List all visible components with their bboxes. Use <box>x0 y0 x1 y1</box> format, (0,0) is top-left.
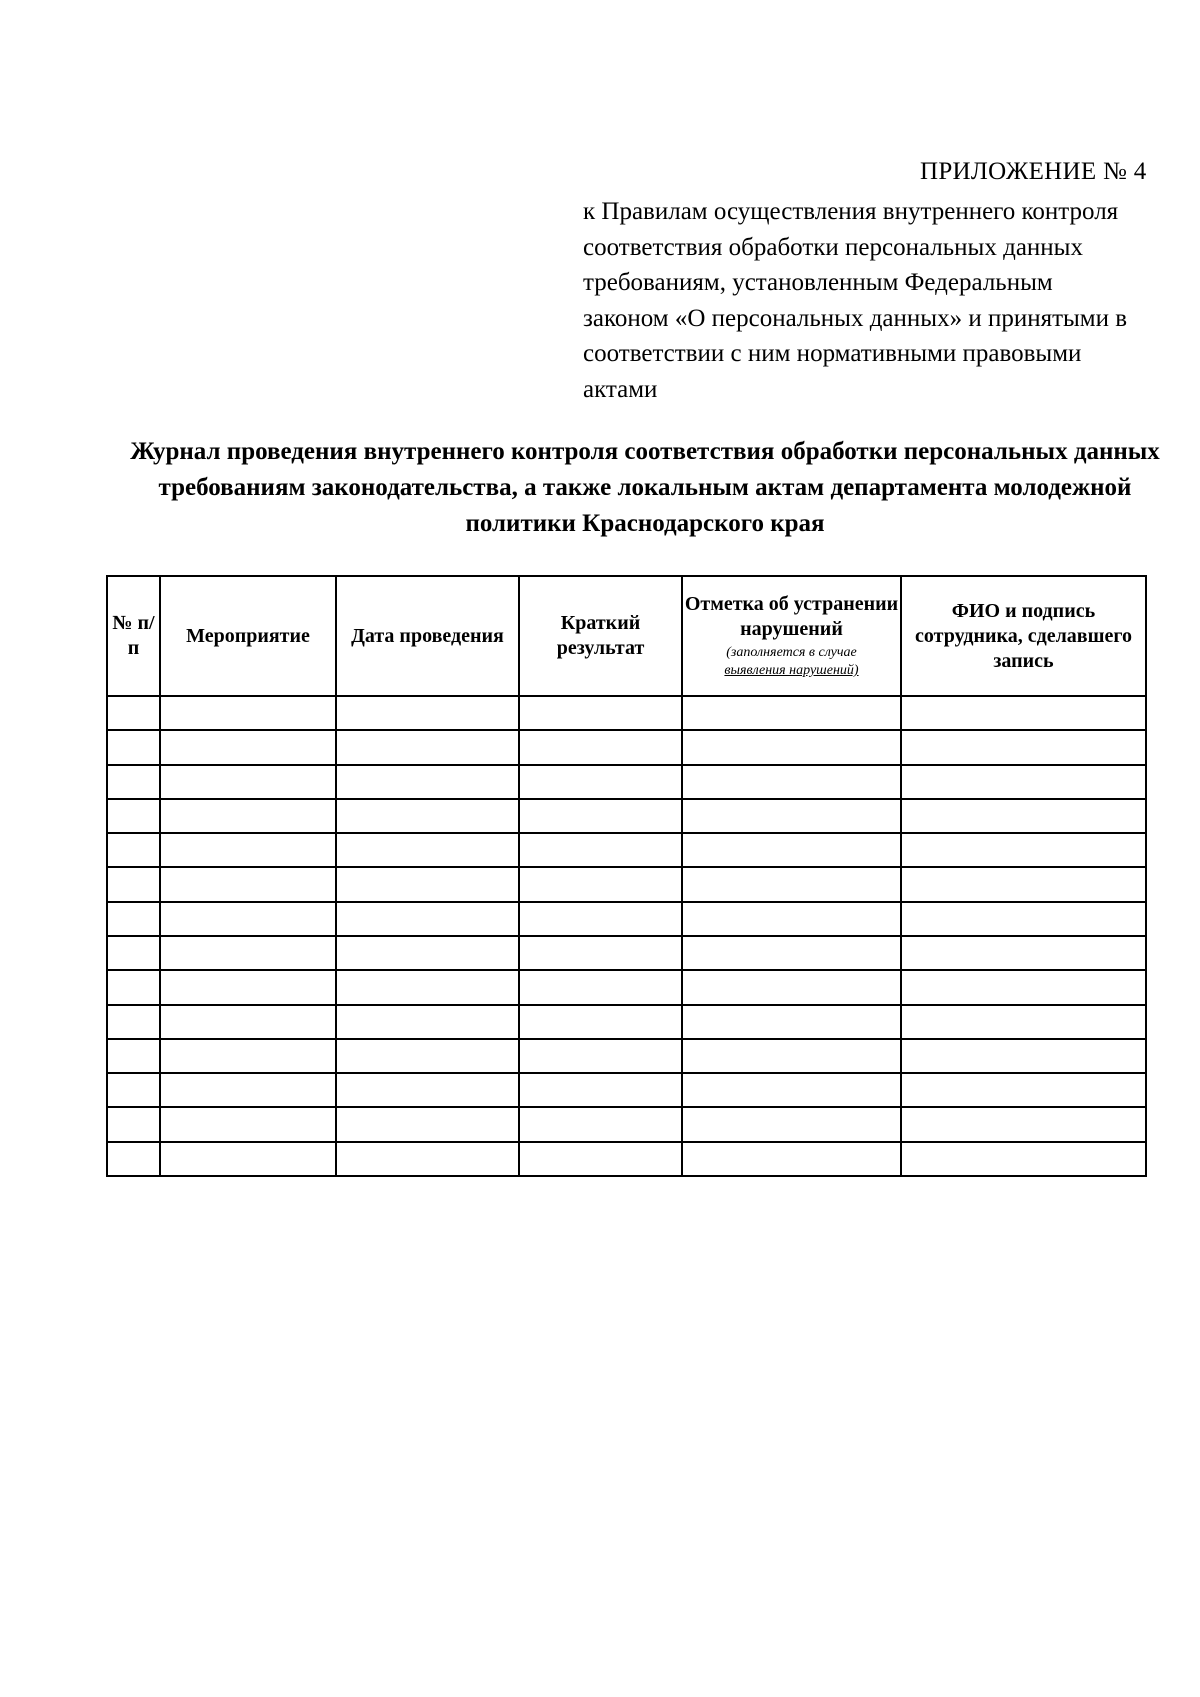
cell-date[interactable] <box>336 765 519 799</box>
header-result: Краткий результат <box>519 576 682 696</box>
cell-result[interactable] <box>519 1039 682 1073</box>
cell-signature[interactable] <box>901 1142 1146 1176</box>
cell-mark[interactable] <box>682 799 901 833</box>
cell-mark[interactable] <box>682 1073 901 1107</box>
cell-mark[interactable] <box>682 1005 901 1039</box>
table-row <box>107 1142 1146 1176</box>
header-event: Мероприятие <box>160 576 336 696</box>
cell-event[interactable] <box>160 1039 336 1073</box>
cell-result[interactable] <box>519 970 682 1004</box>
cell-result[interactable] <box>519 696 682 730</box>
cell-signature[interactable] <box>901 730 1146 764</box>
cell-mark[interactable] <box>682 1107 901 1141</box>
cell-date[interactable] <box>336 902 519 936</box>
table-row <box>107 970 1146 1004</box>
cell-num[interactable] <box>107 1142 160 1176</box>
cell-result[interactable] <box>519 1005 682 1039</box>
table-row <box>107 936 1146 970</box>
cell-signature[interactable] <box>901 936 1146 970</box>
cell-date[interactable] <box>336 1073 519 1107</box>
cell-signature[interactable] <box>901 867 1146 901</box>
cell-signature[interactable] <box>901 1073 1146 1107</box>
appendix-title: ПРИЛОЖЕНИЕ № 4 <box>920 158 1147 185</box>
appendix-subtitle: к Правилам осуществления внутреннего контроля соответствия обработки персональных данных требованиям, установленным Федеральным законом «О персональных данных» и принятыми в соответствии с ним нормативными правовыми актами <box>583 198 1128 403</box>
header-mark-note-line2: выявления нарушений) <box>724 663 859 678</box>
cell-result[interactable] <box>519 867 682 901</box>
table-row <box>107 833 1146 867</box>
cell-result[interactable] <box>519 730 682 764</box>
cell-num[interactable] <box>107 867 160 901</box>
table-row <box>107 799 1146 833</box>
cell-signature[interactable] <box>901 765 1146 799</box>
cell-num[interactable] <box>107 1073 160 1107</box>
header-mark-note <box>683 644 900 680</box>
cell-num[interactable] <box>107 696 160 730</box>
cell-mark[interactable] <box>682 936 901 970</box>
journal-table <box>106 575 1147 1177</box>
table-row <box>107 902 1146 936</box>
cell-result[interactable] <box>519 799 682 833</box>
cell-signature[interactable] <box>901 902 1146 936</box>
cell-mark[interactable] <box>682 1142 901 1176</box>
table-row <box>107 1005 1146 1039</box>
cell-mark[interactable] <box>682 970 901 1004</box>
cell-signature[interactable] <box>901 970 1146 1004</box>
cell-date[interactable] <box>336 867 519 901</box>
cell-num[interactable] <box>107 970 160 1004</box>
cell-signature[interactable] <box>901 833 1146 867</box>
cell-event[interactable] <box>160 1142 336 1176</box>
table-row <box>107 1107 1146 1141</box>
cell-date[interactable] <box>336 1107 519 1141</box>
cell-mark[interactable] <box>682 1039 901 1073</box>
cell-num[interactable] <box>107 833 160 867</box>
cell-mark[interactable] <box>682 696 901 730</box>
cell-result[interactable] <box>519 765 682 799</box>
cell-num[interactable] <box>107 799 160 833</box>
cell-num[interactable] <box>107 730 160 764</box>
header-mark-label: Отметка об устранении нарушений <box>684 593 899 640</box>
cell-result[interactable] <box>519 1073 682 1107</box>
table-row <box>107 765 1146 799</box>
cell-result[interactable] <box>519 1142 682 1176</box>
cell-signature[interactable] <box>901 799 1146 833</box>
cell-date[interactable] <box>336 833 519 867</box>
cell-num[interactable] <box>107 936 160 970</box>
cell-event[interactable] <box>160 765 336 799</box>
cell-event[interactable] <box>160 970 336 1004</box>
cell-num[interactable] <box>107 1107 160 1141</box>
cell-mark[interactable] <box>682 867 901 901</box>
cell-date[interactable] <box>336 1142 519 1176</box>
cell-date[interactable] <box>336 730 519 764</box>
cell-num[interactable] <box>107 765 160 799</box>
cell-event[interactable] <box>160 1073 336 1107</box>
cell-mark[interactable] <box>682 765 901 799</box>
cell-event[interactable] <box>160 867 336 901</box>
header-date: Дата проведения <box>336 576 519 696</box>
table-row <box>107 1039 1146 1073</box>
header-mark-note-line1: (заполняется в случае <box>726 645 857 660</box>
cell-mark[interactable] <box>682 902 901 936</box>
journal-title: Журнал проведения внутреннего контроля соответствия обработки персональных данных требованиям законодательства, а также локальным актам департамента молодежной политики Краснодарского края <box>130 438 1160 537</box>
cell-event[interactable] <box>160 1107 336 1141</box>
cell-num[interactable] <box>107 1039 160 1073</box>
cell-event[interactable] <box>160 799 336 833</box>
cell-event[interactable] <box>160 936 336 970</box>
table-header-row <box>107 576 1146 696</box>
cell-signature[interactable] <box>901 1005 1146 1039</box>
cell-result[interactable] <box>519 936 682 970</box>
cell-date[interactable] <box>336 1039 519 1073</box>
table-row <box>107 867 1146 901</box>
cell-date[interactable] <box>336 799 519 833</box>
cell-date[interactable] <box>336 936 519 970</box>
cell-date[interactable] <box>336 1005 519 1039</box>
header-num: № п/ п <box>107 576 160 696</box>
header-signature: ФИО и подпись сотрудника, сделавшего запись <box>901 576 1146 696</box>
cell-signature[interactable] <box>901 696 1146 730</box>
cell-mark[interactable] <box>682 833 901 867</box>
cell-num[interactable] <box>107 902 160 936</box>
header-mark <box>682 576 901 696</box>
cell-signature[interactable] <box>901 1107 1146 1141</box>
table-row <box>107 1073 1146 1107</box>
cell-result[interactable] <box>519 833 682 867</box>
cell-num[interactable] <box>107 1005 160 1039</box>
cell-mark[interactable] <box>682 730 901 764</box>
cell-signature[interactable] <box>901 1039 1146 1073</box>
table-body <box>107 696 1146 1176</box>
table-row <box>107 696 1146 730</box>
cell-result[interactable] <box>519 1107 682 1141</box>
cell-event[interactable] <box>160 730 336 764</box>
cell-event[interactable] <box>160 696 336 730</box>
table-row <box>107 730 1146 764</box>
cell-event[interactable] <box>160 902 336 936</box>
cell-date[interactable] <box>336 696 519 730</box>
cell-date[interactable] <box>336 970 519 1004</box>
cell-event[interactable] <box>160 833 336 867</box>
cell-event[interactable] <box>160 1005 336 1039</box>
cell-result[interactable] <box>519 902 682 936</box>
